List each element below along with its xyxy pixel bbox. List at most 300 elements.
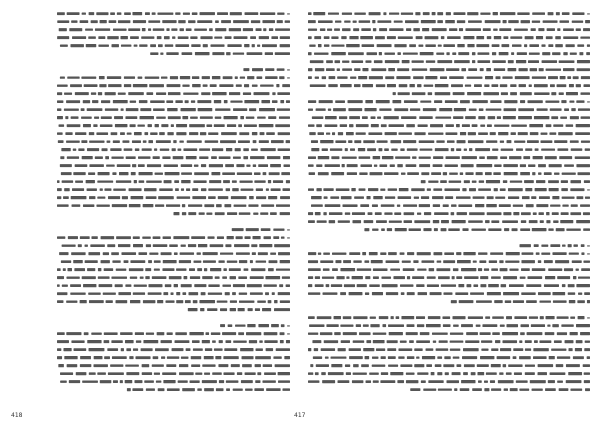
word-mark <box>513 204 523 206</box>
word-mark <box>371 116 376 119</box>
word-mark <box>233 108 247 111</box>
word-mark <box>121 44 131 46</box>
word-mark <box>141 348 153 351</box>
word-mark <box>578 292 582 294</box>
word-mark <box>336 276 344 279</box>
word-mark <box>443 260 455 263</box>
word-mark <box>342 164 345 167</box>
word-mark <box>130 100 136 102</box>
word-mark <box>124 148 133 151</box>
word-mark <box>447 36 461 39</box>
word-mark <box>563 36 578 39</box>
word-mark <box>548 44 553 47</box>
word-mark <box>274 300 277 303</box>
word-mark <box>531 324 545 327</box>
word-mark <box>258 164 268 167</box>
word-mark <box>88 36 96 39</box>
word-mark <box>362 68 368 71</box>
word-mark <box>280 100 284 103</box>
word-mark <box>217 300 228 302</box>
word-mark <box>280 332 285 335</box>
word-mark <box>331 45 344 47</box>
word-mark <box>434 100 442 103</box>
word-mark <box>186 348 191 351</box>
word-mark <box>144 132 148 135</box>
word-mark <box>560 220 573 223</box>
word-mark <box>96 12 108 15</box>
word-mark <box>488 116 495 119</box>
word-mark <box>385 196 395 198</box>
word-mark <box>369 252 378 255</box>
word-mark <box>225 164 234 167</box>
word-mark <box>92 100 98 103</box>
word-mark <box>411 188 424 191</box>
word-mark <box>579 52 583 55</box>
word-mark <box>120 132 125 135</box>
word-mark <box>417 212 421 214</box>
word-mark <box>137 124 144 126</box>
word-mark <box>584 84 591 87</box>
word-mark <box>390 372 403 375</box>
word-mark <box>492 316 504 319</box>
word-mark <box>212 52 224 55</box>
word-mark <box>421 172 429 175</box>
word-mark <box>82 380 98 382</box>
word-mark <box>332 268 338 271</box>
text-line <box>58 364 290 367</box>
word-mark <box>413 76 423 79</box>
word-mark <box>329 212 343 215</box>
word-mark <box>66 332 81 335</box>
word-mark <box>179 260 191 263</box>
word-mark <box>312 340 321 343</box>
word-mark <box>81 108 85 111</box>
word-mark <box>67 77 79 79</box>
word-mark <box>194 284 206 287</box>
word-mark <box>57 180 60 183</box>
word-mark <box>532 388 543 390</box>
word-mark <box>362 252 366 255</box>
word-mark <box>230 308 236 311</box>
word-mark <box>268 196 277 199</box>
word-mark <box>508 20 519 23</box>
word-mark <box>521 268 530 271</box>
word-mark <box>525 148 532 151</box>
word-mark <box>168 92 181 95</box>
word-mark <box>555 260 569 263</box>
word-mark <box>406 372 415 374</box>
word-mark <box>413 260 418 263</box>
word-mark <box>91 332 101 334</box>
word-mark <box>163 292 168 295</box>
word-mark <box>57 20 69 23</box>
word-mark <box>388 364 398 366</box>
word-mark <box>562 12 570 15</box>
word-mark <box>129 356 133 359</box>
word-mark <box>581 140 590 142</box>
word-mark <box>381 356 386 359</box>
word-mark <box>384 148 389 151</box>
word-mark <box>261 100 270 103</box>
word-mark <box>186 156 197 159</box>
word-mark <box>400 252 405 255</box>
word-mark <box>121 252 136 255</box>
word-mark <box>559 388 569 391</box>
word-mark <box>546 124 552 127</box>
word-mark <box>84 332 89 335</box>
word-mark <box>132 140 141 143</box>
word-mark <box>148 124 152 127</box>
word-mark <box>570 212 581 215</box>
word-mark <box>188 212 196 215</box>
word-mark <box>353 316 367 319</box>
word-mark <box>409 84 414 87</box>
word-mark <box>144 380 154 382</box>
word-mark <box>584 372 590 374</box>
word-mark <box>407 356 414 359</box>
word-mark <box>566 92 578 95</box>
word-mark <box>193 348 203 351</box>
word-mark <box>442 316 450 319</box>
word-mark <box>511 52 514 55</box>
word-mark <box>552 292 565 295</box>
word-mark <box>236 252 250 254</box>
word-mark <box>454 60 470 63</box>
word-mark <box>479 108 484 111</box>
word-mark <box>440 76 447 79</box>
word-mark <box>546 36 553 39</box>
word-mark <box>331 364 342 367</box>
word-mark <box>480 276 488 279</box>
word-mark <box>470 292 484 294</box>
word-mark <box>315 212 321 215</box>
word-mark <box>405 20 419 23</box>
word-mark <box>432 196 443 199</box>
word-mark <box>559 156 572 159</box>
word-mark <box>148 28 151 30</box>
word-mark <box>341 36 346 39</box>
word-mark <box>398 92 410 95</box>
word-mark <box>260 212 268 215</box>
word-mark <box>223 76 233 79</box>
word-mark <box>143 300 156 303</box>
word-mark <box>406 164 417 167</box>
word-mark <box>310 60 324 63</box>
word-mark <box>57 12 65 15</box>
word-mark <box>380 252 386 255</box>
text-line <box>308 188 590 191</box>
word-mark <box>239 300 254 302</box>
word-mark <box>545 388 556 391</box>
word-mark <box>191 44 200 47</box>
word-mark <box>454 388 457 391</box>
word-mark <box>441 228 447 231</box>
word-mark <box>467 12 478 15</box>
word-mark <box>392 100 401 103</box>
word-mark <box>215 28 226 31</box>
word-mark <box>572 260 582 263</box>
word-mark <box>155 348 169 351</box>
word-mark <box>433 204 440 207</box>
word-mark <box>318 252 321 254</box>
word-mark <box>485 20 501 23</box>
word-mark <box>558 132 572 135</box>
word-mark <box>139 172 153 175</box>
word-mark <box>113 140 120 143</box>
word-mark <box>423 108 437 111</box>
word-mark <box>328 372 344 375</box>
word-mark <box>460 388 470 391</box>
word-mark <box>181 188 184 190</box>
word-mark <box>451 300 457 303</box>
word-mark <box>175 188 179 191</box>
word-mark <box>205 348 212 351</box>
word-mark <box>212 92 226 95</box>
word-mark <box>501 148 514 150</box>
word-mark <box>398 196 412 199</box>
word-mark <box>277 92 290 95</box>
word-mark <box>476 300 492 302</box>
word-mark <box>581 244 585 247</box>
word-mark <box>420 148 433 150</box>
word-mark <box>376 348 385 351</box>
word-mark <box>435 92 451 95</box>
word-mark <box>451 212 455 215</box>
word-mark <box>311 140 318 143</box>
word-mark <box>222 276 227 278</box>
word-mark <box>140 276 144 278</box>
word-mark <box>101 100 110 103</box>
word-mark <box>349 116 360 119</box>
word-mark <box>105 108 118 110</box>
word-mark <box>366 196 370 199</box>
word-mark <box>460 100 470 103</box>
word-mark <box>76 372 87 375</box>
word-mark <box>80 356 91 359</box>
word-mark <box>281 324 285 327</box>
word-mark <box>449 172 458 174</box>
word-mark <box>188 204 202 206</box>
word-mark <box>489 260 497 263</box>
word-mark <box>182 204 185 207</box>
word-mark <box>394 108 408 111</box>
word-mark <box>549 356 555 359</box>
word-mark <box>286 340 290 343</box>
word-mark <box>500 12 516 15</box>
word-mark <box>416 316 425 319</box>
word-mark <box>351 60 363 63</box>
word-mark <box>150 44 156 47</box>
word-mark <box>368 132 382 135</box>
word-mark <box>334 316 341 319</box>
word-mark <box>546 316 555 319</box>
word-mark <box>497 116 501 119</box>
word-mark <box>63 268 66 271</box>
word-mark <box>391 148 397 150</box>
word-mark <box>497 356 511 359</box>
word-mark <box>188 292 198 295</box>
word-mark <box>133 236 140 239</box>
word-mark <box>57 36 69 39</box>
word-mark <box>194 28 207 30</box>
word-mark <box>426 60 435 62</box>
word-mark <box>381 228 385 231</box>
word-mark <box>471 372 476 375</box>
word-mark <box>74 268 85 271</box>
word-mark <box>476 172 483 175</box>
word-mark <box>401 292 405 295</box>
word-mark <box>549 164 562 167</box>
word-mark <box>421 260 434 263</box>
word-mark <box>114 116 123 119</box>
word-mark <box>113 188 126 190</box>
word-mark <box>226 148 232 151</box>
word-mark <box>104 340 110 343</box>
word-mark <box>443 324 451 327</box>
word-mark <box>491 364 501 367</box>
word-mark <box>414 196 419 198</box>
word-mark <box>494 188 498 191</box>
word-mark <box>165 44 174 46</box>
word-mark <box>310 364 313 367</box>
word-mark <box>235 76 238 79</box>
word-mark <box>487 196 494 199</box>
word-mark <box>62 284 68 286</box>
word-mark <box>259 340 262 342</box>
word-mark <box>479 180 484 182</box>
word-mark <box>459 300 474 303</box>
word-mark <box>87 148 99 151</box>
word-mark <box>148 140 153 143</box>
word-mark <box>126 108 139 111</box>
word-mark <box>503 164 518 167</box>
word-mark <box>549 132 556 135</box>
word-mark <box>115 284 123 287</box>
word-mark <box>165 300 174 302</box>
word-mark <box>329 220 335 223</box>
text-line <box>57 36 290 39</box>
word-mark <box>316 124 322 127</box>
word-mark <box>381 204 395 207</box>
word-mark <box>129 188 142 191</box>
word-mark <box>376 100 390 103</box>
word-mark <box>463 348 479 351</box>
word-mark <box>174 180 179 183</box>
word-mark <box>417 252 431 255</box>
word-mark <box>57 132 63 134</box>
bullet-dash <box>287 77 290 78</box>
word-mark <box>209 180 221 183</box>
word-mark <box>532 76 546 78</box>
word-mark <box>239 260 247 263</box>
word-mark <box>584 180 590 183</box>
word-mark <box>124 260 129 263</box>
word-mark <box>412 68 427 71</box>
word-mark <box>458 52 469 55</box>
word-mark <box>501 284 506 287</box>
word-mark <box>548 228 553 231</box>
word-mark <box>498 380 514 383</box>
word-mark <box>525 340 532 343</box>
word-mark <box>504 388 508 391</box>
word-mark <box>277 20 283 23</box>
word-mark <box>500 324 505 326</box>
word-mark <box>70 292 85 294</box>
word-mark <box>189 332 203 335</box>
word-mark <box>386 260 400 263</box>
word-mark <box>89 132 94 135</box>
word-mark <box>265 276 280 279</box>
word-mark <box>490 380 495 383</box>
word-mark <box>471 228 485 230</box>
text-line <box>310 84 590 87</box>
word-mark <box>153 108 165 111</box>
word-mark <box>510 388 518 391</box>
word-mark <box>262 20 275 23</box>
word-mark <box>156 92 166 95</box>
word-mark <box>142 28 146 31</box>
word-mark <box>321 348 335 351</box>
word-mark <box>478 252 487 255</box>
word-mark <box>419 140 435 143</box>
word-mark <box>573 244 577 246</box>
word-mark <box>463 372 468 375</box>
word-mark <box>118 92 126 94</box>
word-mark <box>78 148 84 151</box>
text-line <box>57 132 290 135</box>
word-mark <box>468 140 484 143</box>
word-mark <box>129 204 141 207</box>
word-mark <box>404 100 418 103</box>
word-mark <box>267 156 280 159</box>
word-mark <box>445 164 458 167</box>
word-mark <box>453 268 459 271</box>
word-mark <box>199 148 210 151</box>
word-mark <box>178 20 185 23</box>
word-mark <box>360 36 373 39</box>
word-mark <box>473 261 477 263</box>
word-mark <box>552 324 558 327</box>
word-mark <box>64 108 79 110</box>
text-line <box>311 196 590 199</box>
word-mark <box>510 36 522 38</box>
word-mark <box>102 148 108 151</box>
word-mark <box>280 340 284 343</box>
word-mark <box>183 12 190 14</box>
word-mark <box>181 244 186 246</box>
word-mark <box>414 220 430 223</box>
word-mark <box>487 292 501 295</box>
word-mark <box>252 252 256 255</box>
word-mark <box>227 260 238 262</box>
word-mark <box>418 124 428 127</box>
word-mark <box>553 300 567 303</box>
text-line <box>150 52 290 55</box>
word-mark <box>215 108 230 111</box>
word-mark <box>98 36 105 39</box>
word-mark <box>134 284 147 286</box>
word-mark <box>86 180 95 183</box>
word-mark <box>150 132 157 135</box>
word-mark <box>453 92 465 95</box>
word-mark <box>480 12 490 14</box>
word-mark <box>69 28 82 31</box>
word-mark <box>501 92 508 95</box>
word-mark <box>315 372 319 375</box>
word-mark <box>308 68 312 71</box>
text-line <box>308 316 590 319</box>
word-mark <box>529 52 540 54</box>
